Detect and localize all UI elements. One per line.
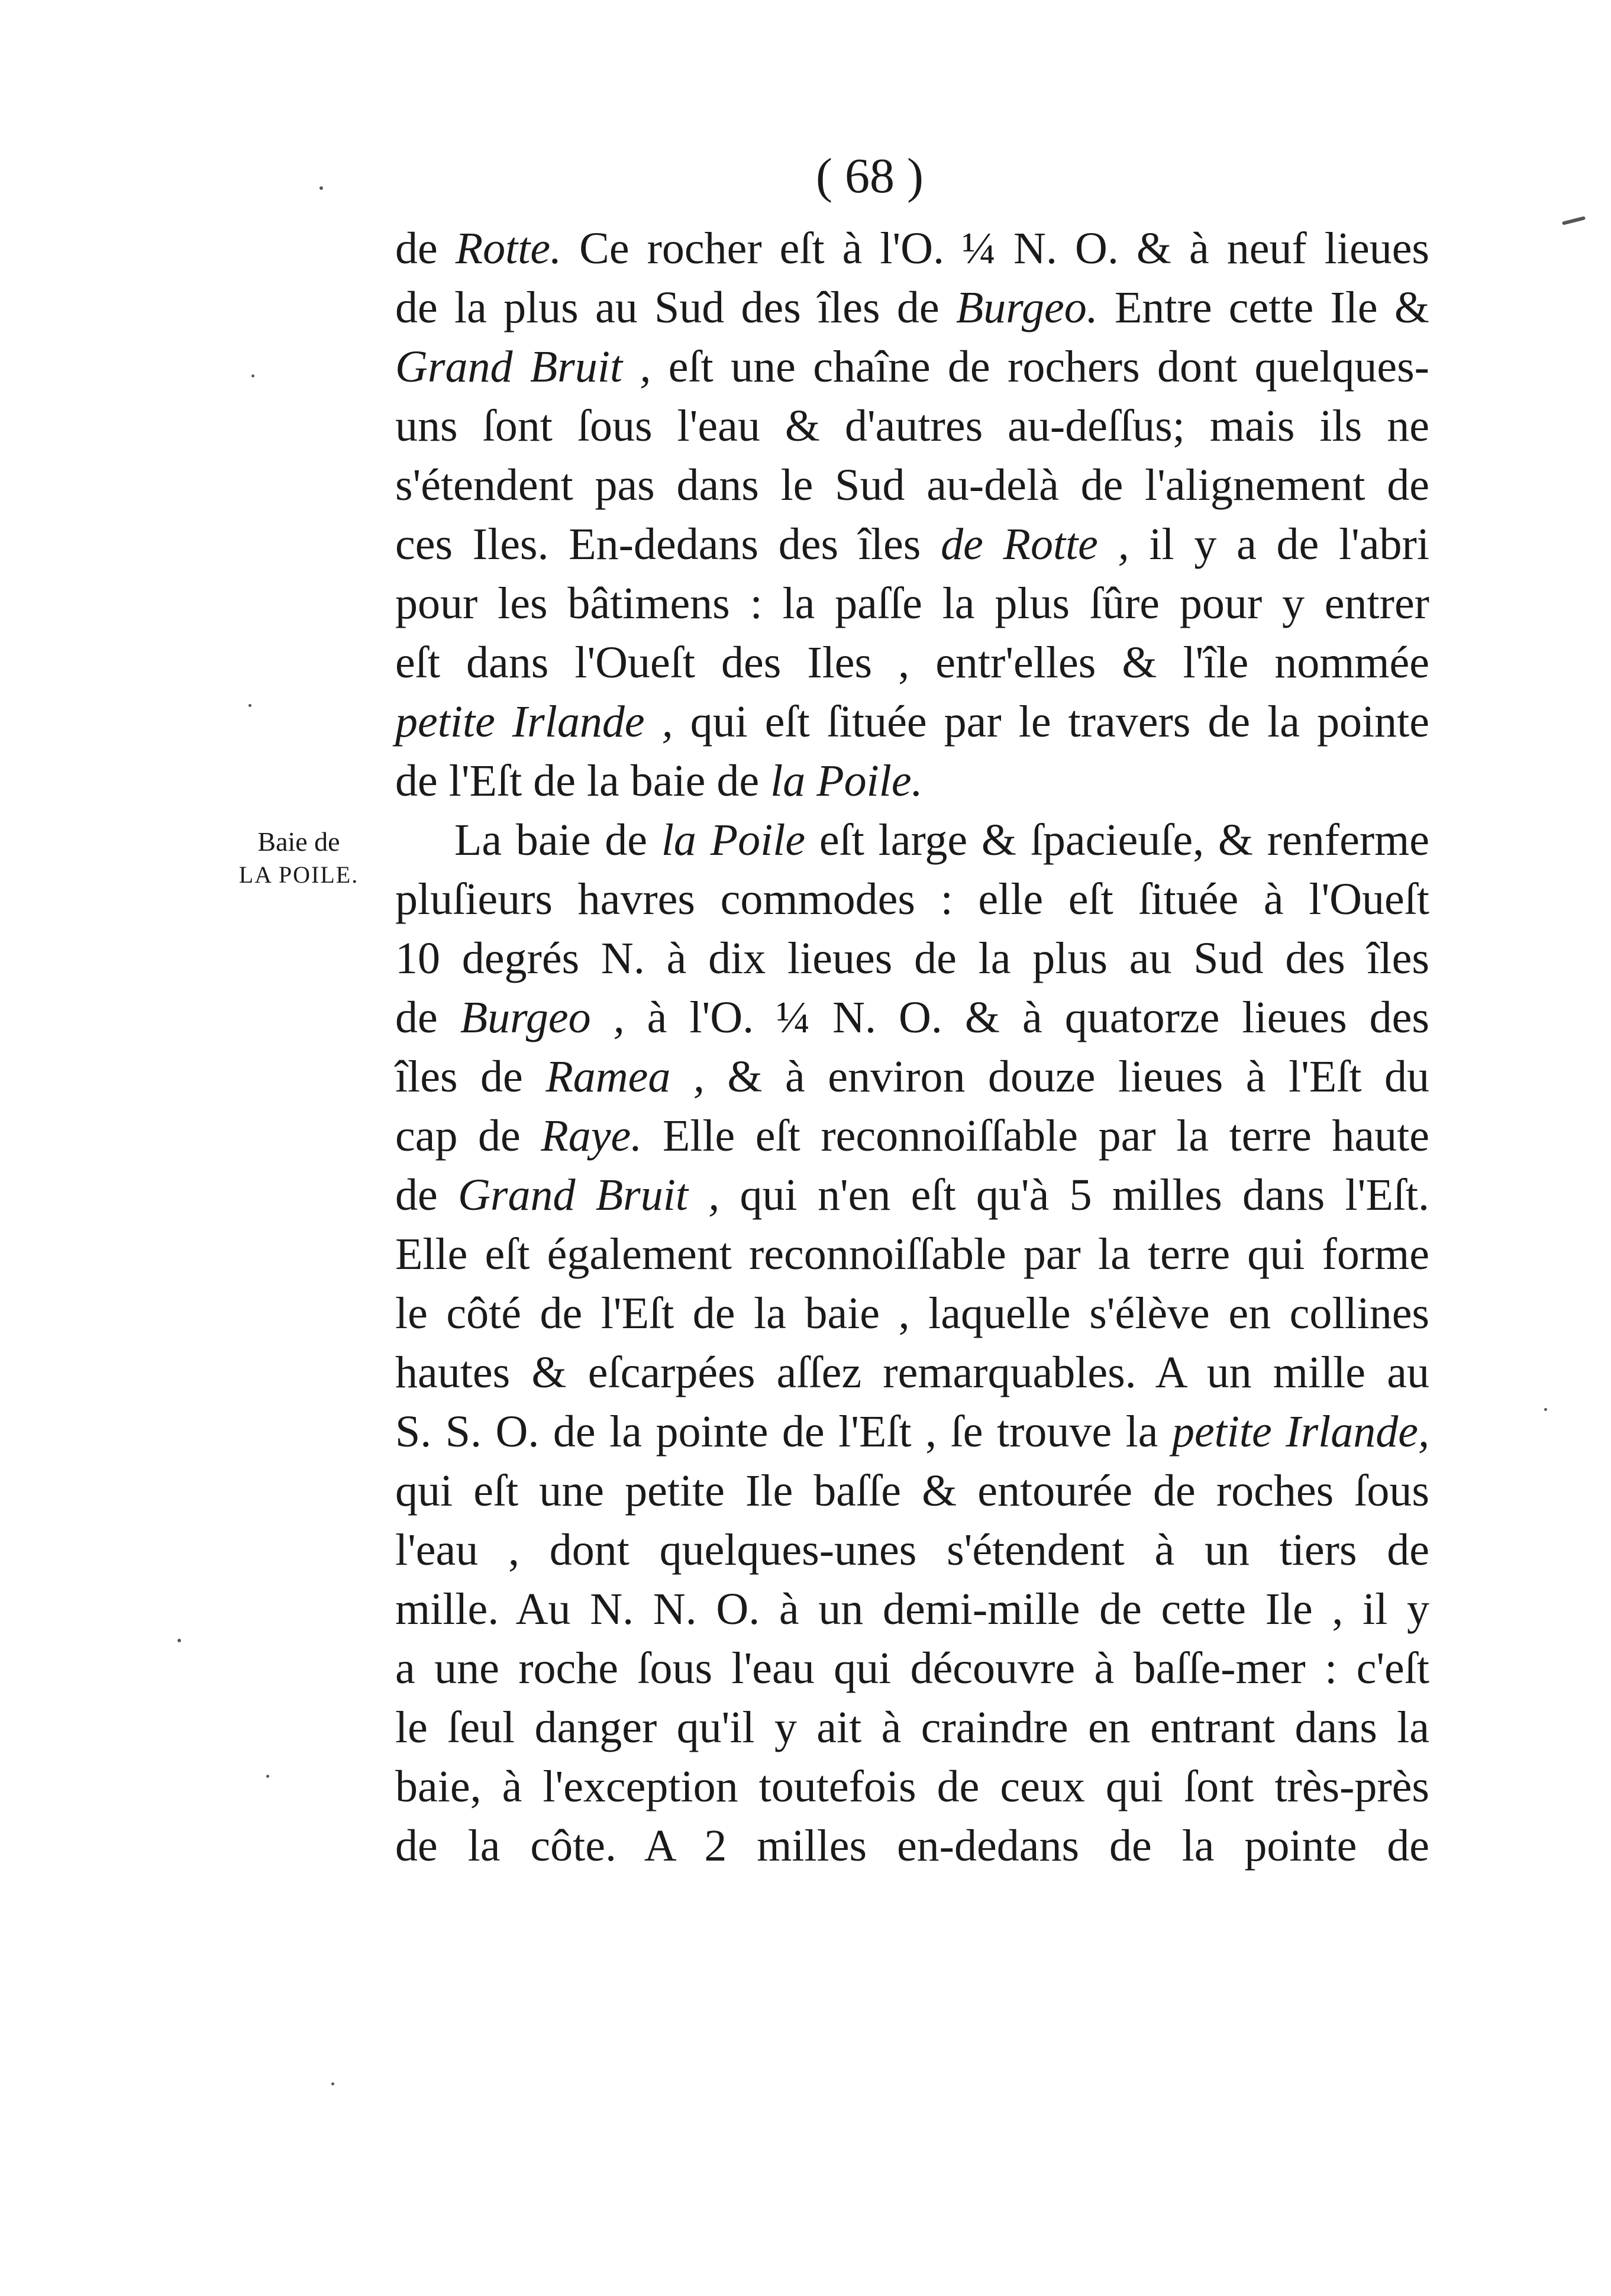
text-run: à l'O. ¼ N. O. & à quatorze lieues des (624, 993, 1429, 1042)
text-run: a une roche ſous l'eau qui découvre à baſſe-mer : c'eſt (395, 1643, 1429, 1693)
scan-speck (248, 704, 251, 707)
text-line (395, 1165, 1429, 1225)
text-line (395, 456, 1429, 515)
text-run: qui eſt ſituée par le travers de la pointe (673, 697, 1429, 747)
page-number: ( 68 ) (816, 148, 924, 204)
text-line (395, 219, 1429, 278)
text-run: eſt large & ſpacieuſe, & renferme (805, 815, 1429, 865)
text-run: de (395, 1170, 459, 1220)
scan-speck (251, 374, 254, 377)
text-line (395, 929, 1429, 988)
text-line (395, 1106, 1429, 1165)
text-run: qui eſt une petite Ile baſſe & entourée de roches ſous (395, 1466, 1429, 1516)
text-run: S. S. O. de la pointe de l'Eſt , ſe trouve la (395, 1407, 1172, 1457)
text-run: îles de (395, 1052, 546, 1102)
text-line (395, 1461, 1429, 1520)
text-run: ces Iles. En-dedans des îles (395, 519, 941, 569)
text-line (395, 1580, 1429, 1639)
text-run: Elle eſt également reconnoiſſable par la terre qui forme (395, 1229, 1429, 1279)
scan-speck (1544, 1408, 1547, 1411)
text-run: eſt dans l'Oueſt des Iles , entr'elles & l'île nommée (395, 638, 1429, 687)
scan-speck (331, 2082, 334, 2085)
text-line (395, 1757, 1429, 1816)
text-run: pluſieurs havres commodes : elle eſt ſituée à l'Oueſt (395, 874, 1429, 924)
text-line (395, 396, 1429, 456)
text-line (395, 1816, 1429, 1875)
italic-text: Rotte. (455, 224, 562, 273)
text-run: qui n'en eſt qu'à 5 milles dans l'Eſt. (719, 1170, 1429, 1220)
italic-text: petite Irlande, (1171, 1407, 1429, 1457)
text-run: s'étendent pas dans le Sud au-delà de l'alignement de (395, 460, 1429, 510)
scan-speck (177, 1639, 181, 1642)
text-line (395, 1225, 1429, 1284)
text-run: La baie de (454, 815, 661, 865)
text-line (395, 278, 1429, 337)
text-run: baie, à l'exception toutefois de ceux qui ſont très-près (395, 1762, 1429, 1811)
italic-text: de Rotte , (941, 519, 1129, 569)
text-line (395, 337, 1429, 396)
margin-note-line-1: Baie de (257, 826, 340, 857)
italic-text: Raye. (541, 1111, 643, 1161)
margin-note (213, 825, 385, 892)
text-run: le ſeul danger qu'il y ait à craindre en entrant dans la (395, 1703, 1429, 1752)
text-run: Entre cette Ile & (1097, 283, 1429, 332)
text-line (395, 1047, 1429, 1106)
text-run: hautes & eſcarpées aſſez remarquables. A un mille au (395, 1348, 1429, 1397)
text-run: uns ſont ſous l'eau & d'autres au-deſſus; mais ils ne (395, 401, 1429, 451)
italic-text: Burgeo. (955, 283, 1098, 332)
text-line (395, 988, 1429, 1047)
italic-text: la Poile. (770, 756, 923, 806)
text-run: de la côte. A 2 milles en-dedans de la pointe de (395, 1821, 1429, 1871)
body-text (395, 219, 1429, 1875)
text-line (395, 1639, 1429, 1698)
text-line (395, 692, 1429, 751)
text-run: de l'Eſt de la baie de (395, 756, 771, 806)
text-run: pour les bâtimens : la paſſe la plus ſûre pour y entrer (395, 579, 1429, 628)
text-line (395, 1343, 1429, 1402)
text-line (395, 1698, 1429, 1757)
italic-text: Grand Bruit , (395, 342, 651, 392)
text-line (395, 751, 1429, 810)
text-run: 10 degrés N. à dix lieues de la plus au Sud des îles (395, 934, 1429, 983)
text-line (395, 870, 1429, 929)
text-run: l'eau , dont quelques-unes s'étendent à un tiers de (395, 1525, 1429, 1575)
text-line (395, 1402, 1429, 1461)
scan-speck (1562, 216, 1586, 225)
text-line (395, 1520, 1429, 1580)
text-run: Ce rocher eſt à l'O. ¼ N. O. & à neuf lieues (561, 224, 1430, 273)
scan-speck (319, 186, 323, 190)
text-run: eſt une chaîne de rochers dont quelques- (651, 342, 1429, 392)
italic-text: la Poile (661, 815, 806, 865)
margin-note-line-2: LA POILE. (238, 861, 359, 888)
text-run: mille. Au N. N. O. à un demi-mille de cette Ile , il y (395, 1584, 1429, 1634)
italic-text: Grand Bruit , (458, 1170, 720, 1220)
text-run: il y a de l'abri (1129, 519, 1429, 569)
italic-text: Burgeo , (460, 993, 625, 1042)
text-run: de (395, 993, 460, 1042)
text-line (395, 574, 1429, 633)
text-run: cap de (395, 1111, 541, 1161)
text-line (395, 633, 1429, 692)
text-run: & à environ douze lieues à l'Eſt du (704, 1052, 1429, 1102)
text-run: le côté de l'Eſt de la baie , laquelle s'élève en collines (395, 1289, 1429, 1338)
text-line (395, 810, 1429, 870)
text-line (395, 1284, 1429, 1343)
text-run: de la plus au Sud des îles de (395, 283, 956, 332)
scan-speck (266, 1775, 269, 1778)
text-line (395, 515, 1429, 574)
text-run: de (395, 224, 456, 273)
italic-text: Ramea , (545, 1052, 705, 1102)
italic-text: petite Irlande , (395, 697, 673, 747)
text-run: Elle eſt reconnoiſſable par la terre haute (642, 1111, 1429, 1161)
